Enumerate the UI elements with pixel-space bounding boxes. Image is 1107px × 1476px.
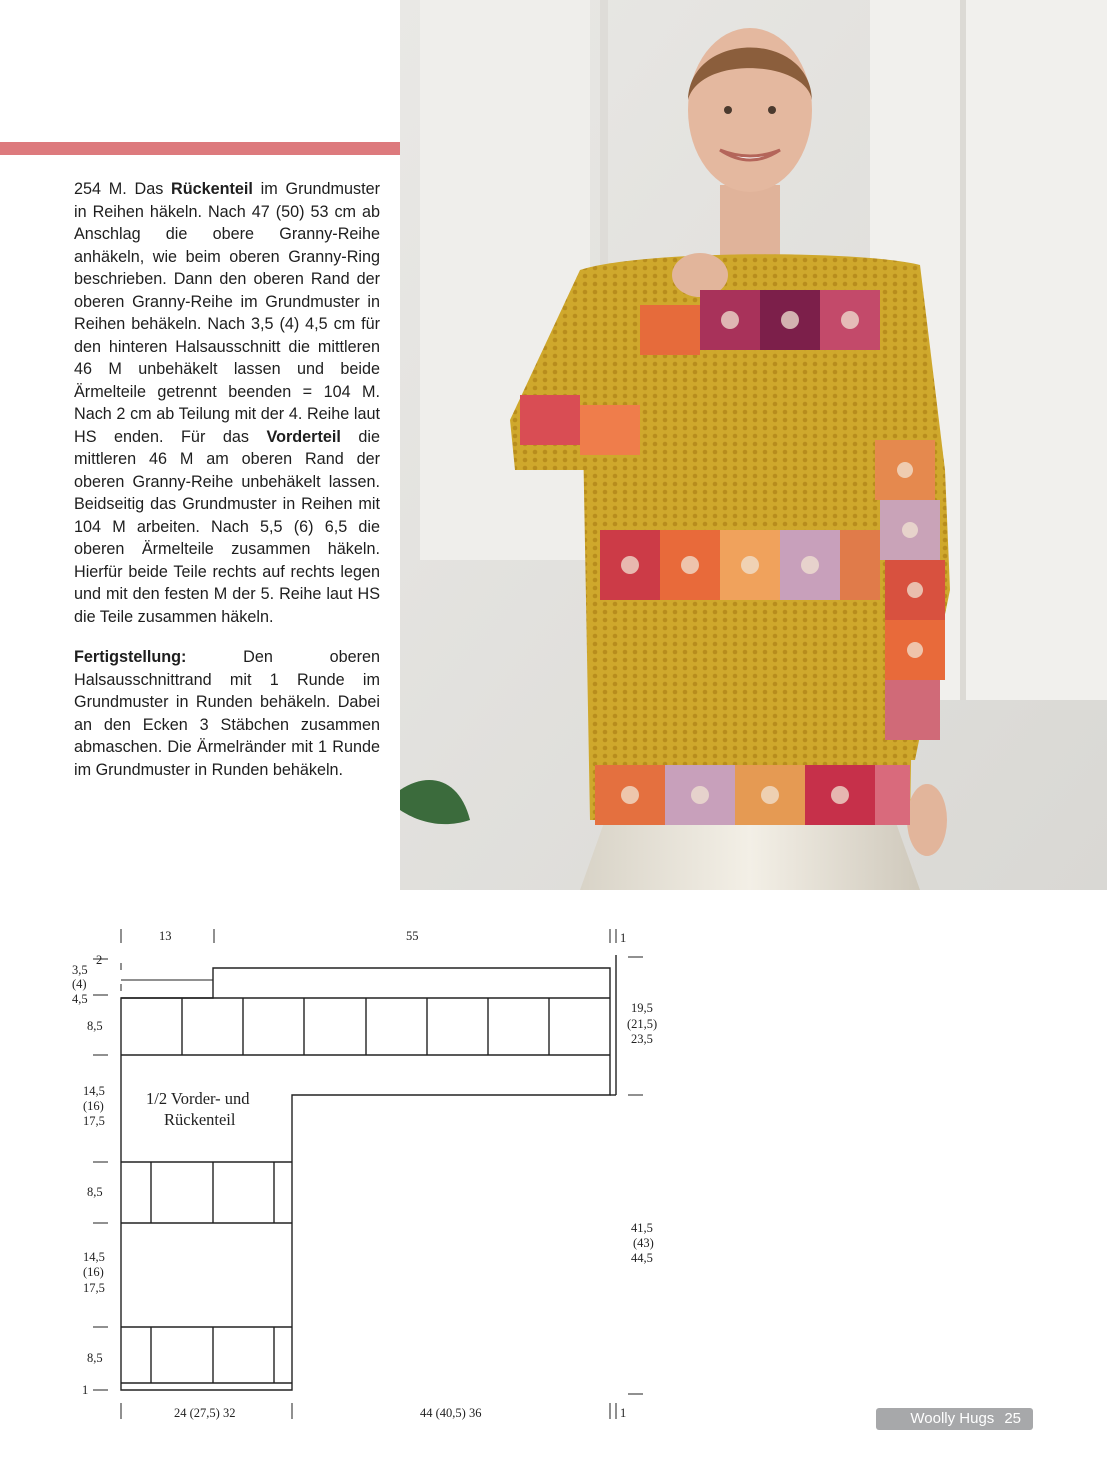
bottom-granny-band bbox=[595, 765, 910, 825]
dim-top-edge: 1 bbox=[620, 931, 627, 945]
dim-low-c: 17,5 bbox=[83, 1281, 105, 1295]
dim-body-c: 44,5 bbox=[631, 1251, 653, 1265]
dim-neck-c: 4,5 bbox=[72, 992, 88, 1006]
dim-neck-b: (4) bbox=[72, 977, 87, 991]
schematic-title-line-1: 1/2 Vorder- und bbox=[146, 1089, 250, 1108]
sweater-photo-illustration bbox=[400, 0, 1107, 890]
dim-mid-c: 17,5 bbox=[83, 1114, 105, 1128]
dim-bottom-right: 44 (40,5) 36 bbox=[420, 1406, 482, 1420]
dim-sleeve-c: 23,5 bbox=[631, 1032, 653, 1046]
instructions-text bbox=[74, 178, 380, 799]
dim-neck-a: 3,5 bbox=[72, 963, 88, 977]
dim-body-b: (43) bbox=[633, 1236, 654, 1250]
instructions-paragraph-1 bbox=[74, 178, 380, 628]
p1-text-run: die mittleren 46 M am oberen Rand der oberen Granny-Reihe unbehäkelt lassen. Beidseitig das Grundmuster in Reihen mit 104 M arbeiten. Nach 5,5 (6) 6,5 die oberen Ärmelteile zusammen häkeln. Hierfür beide Teile rechts auf rechts legen und mit den festen M der 5. Reihe laut HS die Teile zusammen häkeln. bbox=[74, 427, 380, 626]
p2-text-run: Den oberen Halsausschnittrand mit 1 Runde im Grundmuster in Runden behäkeln. Dabei an den Ecken 3 Stäbchen zusammen abmaschen. Die Ärmelränder mit 1 Runde im Grundmuster in Runden behäkeln. bbox=[74, 648, 380, 779]
dim-base: 1 bbox=[82, 1383, 89, 1397]
dim-low-b: (16) bbox=[83, 1265, 104, 1279]
middle-granny-band bbox=[600, 530, 880, 600]
dim-body-a: 41,5 bbox=[631, 1221, 653, 1235]
dim-low-a: 14,5 bbox=[83, 1250, 105, 1264]
dim-mid-a: 14,5 bbox=[83, 1084, 105, 1098]
dim-sleeve-width: 55 bbox=[406, 929, 419, 943]
dim-bottom-left: 24 (27,5) 32 bbox=[174, 1406, 236, 1420]
dim-mid-b: (16) bbox=[83, 1099, 104, 1113]
p2-bold-term: Fertigstellung: bbox=[74, 648, 187, 666]
p1-text-run: 254 M. Das bbox=[74, 180, 172, 198]
schematic-drawing bbox=[0, 905, 720, 1425]
model-photo bbox=[400, 0, 1107, 890]
dim-sleeve-a: 19,5 bbox=[631, 1001, 653, 1015]
p1-bold-term: Rückenteil bbox=[171, 180, 253, 198]
dim-neck-step: 2 bbox=[96, 953, 103, 967]
dim-granny-mid: 8,5 bbox=[87, 1185, 103, 1199]
p1-bold-term: Vorderteil bbox=[266, 427, 341, 446]
page-number: 25 bbox=[1004, 1410, 1021, 1427]
dim-bottom-edge: 1 bbox=[620, 1406, 627, 1420]
dim-neck-width: 13 bbox=[159, 929, 172, 943]
dim-granny-low: 8,5 bbox=[87, 1351, 103, 1365]
pattern-schematic bbox=[0, 905, 720, 1425]
schematic-title-line-2: Rückenteil bbox=[164, 1110, 236, 1129]
p1-text-run: im Grundmuster in Reihen häkeln. Nach 47 (50) 53 cm ab Anschlag die obere Granny-Reihe anhäkeln, wie beim oberen Granny-Ring beschrieben. Dann den oberen Rand der oberen Granny-Reihe im Grundmuster in Reihen behäkeln. Nach 3,5 (4) 4,5 cm für den hinteren Halsausschnitt die mittleren 46 M unbehäkelt lassen und beide Ärmelteile getrennt beenden = 104 M. Nach 2 cm ab Teilung mit der 4. Reihe laut HS enden. Für das bbox=[74, 180, 380, 446]
accent-bar bbox=[0, 142, 400, 155]
dim-sleeve-b: (21,5) bbox=[627, 1017, 658, 1031]
instructions-paragraph-finishing bbox=[74, 646, 380, 781]
dim-granny-top: 8,5 bbox=[87, 1019, 103, 1033]
brand-name: Woolly Hugs bbox=[910, 1410, 995, 1427]
page-footer-badge bbox=[876, 1408, 1033, 1430]
